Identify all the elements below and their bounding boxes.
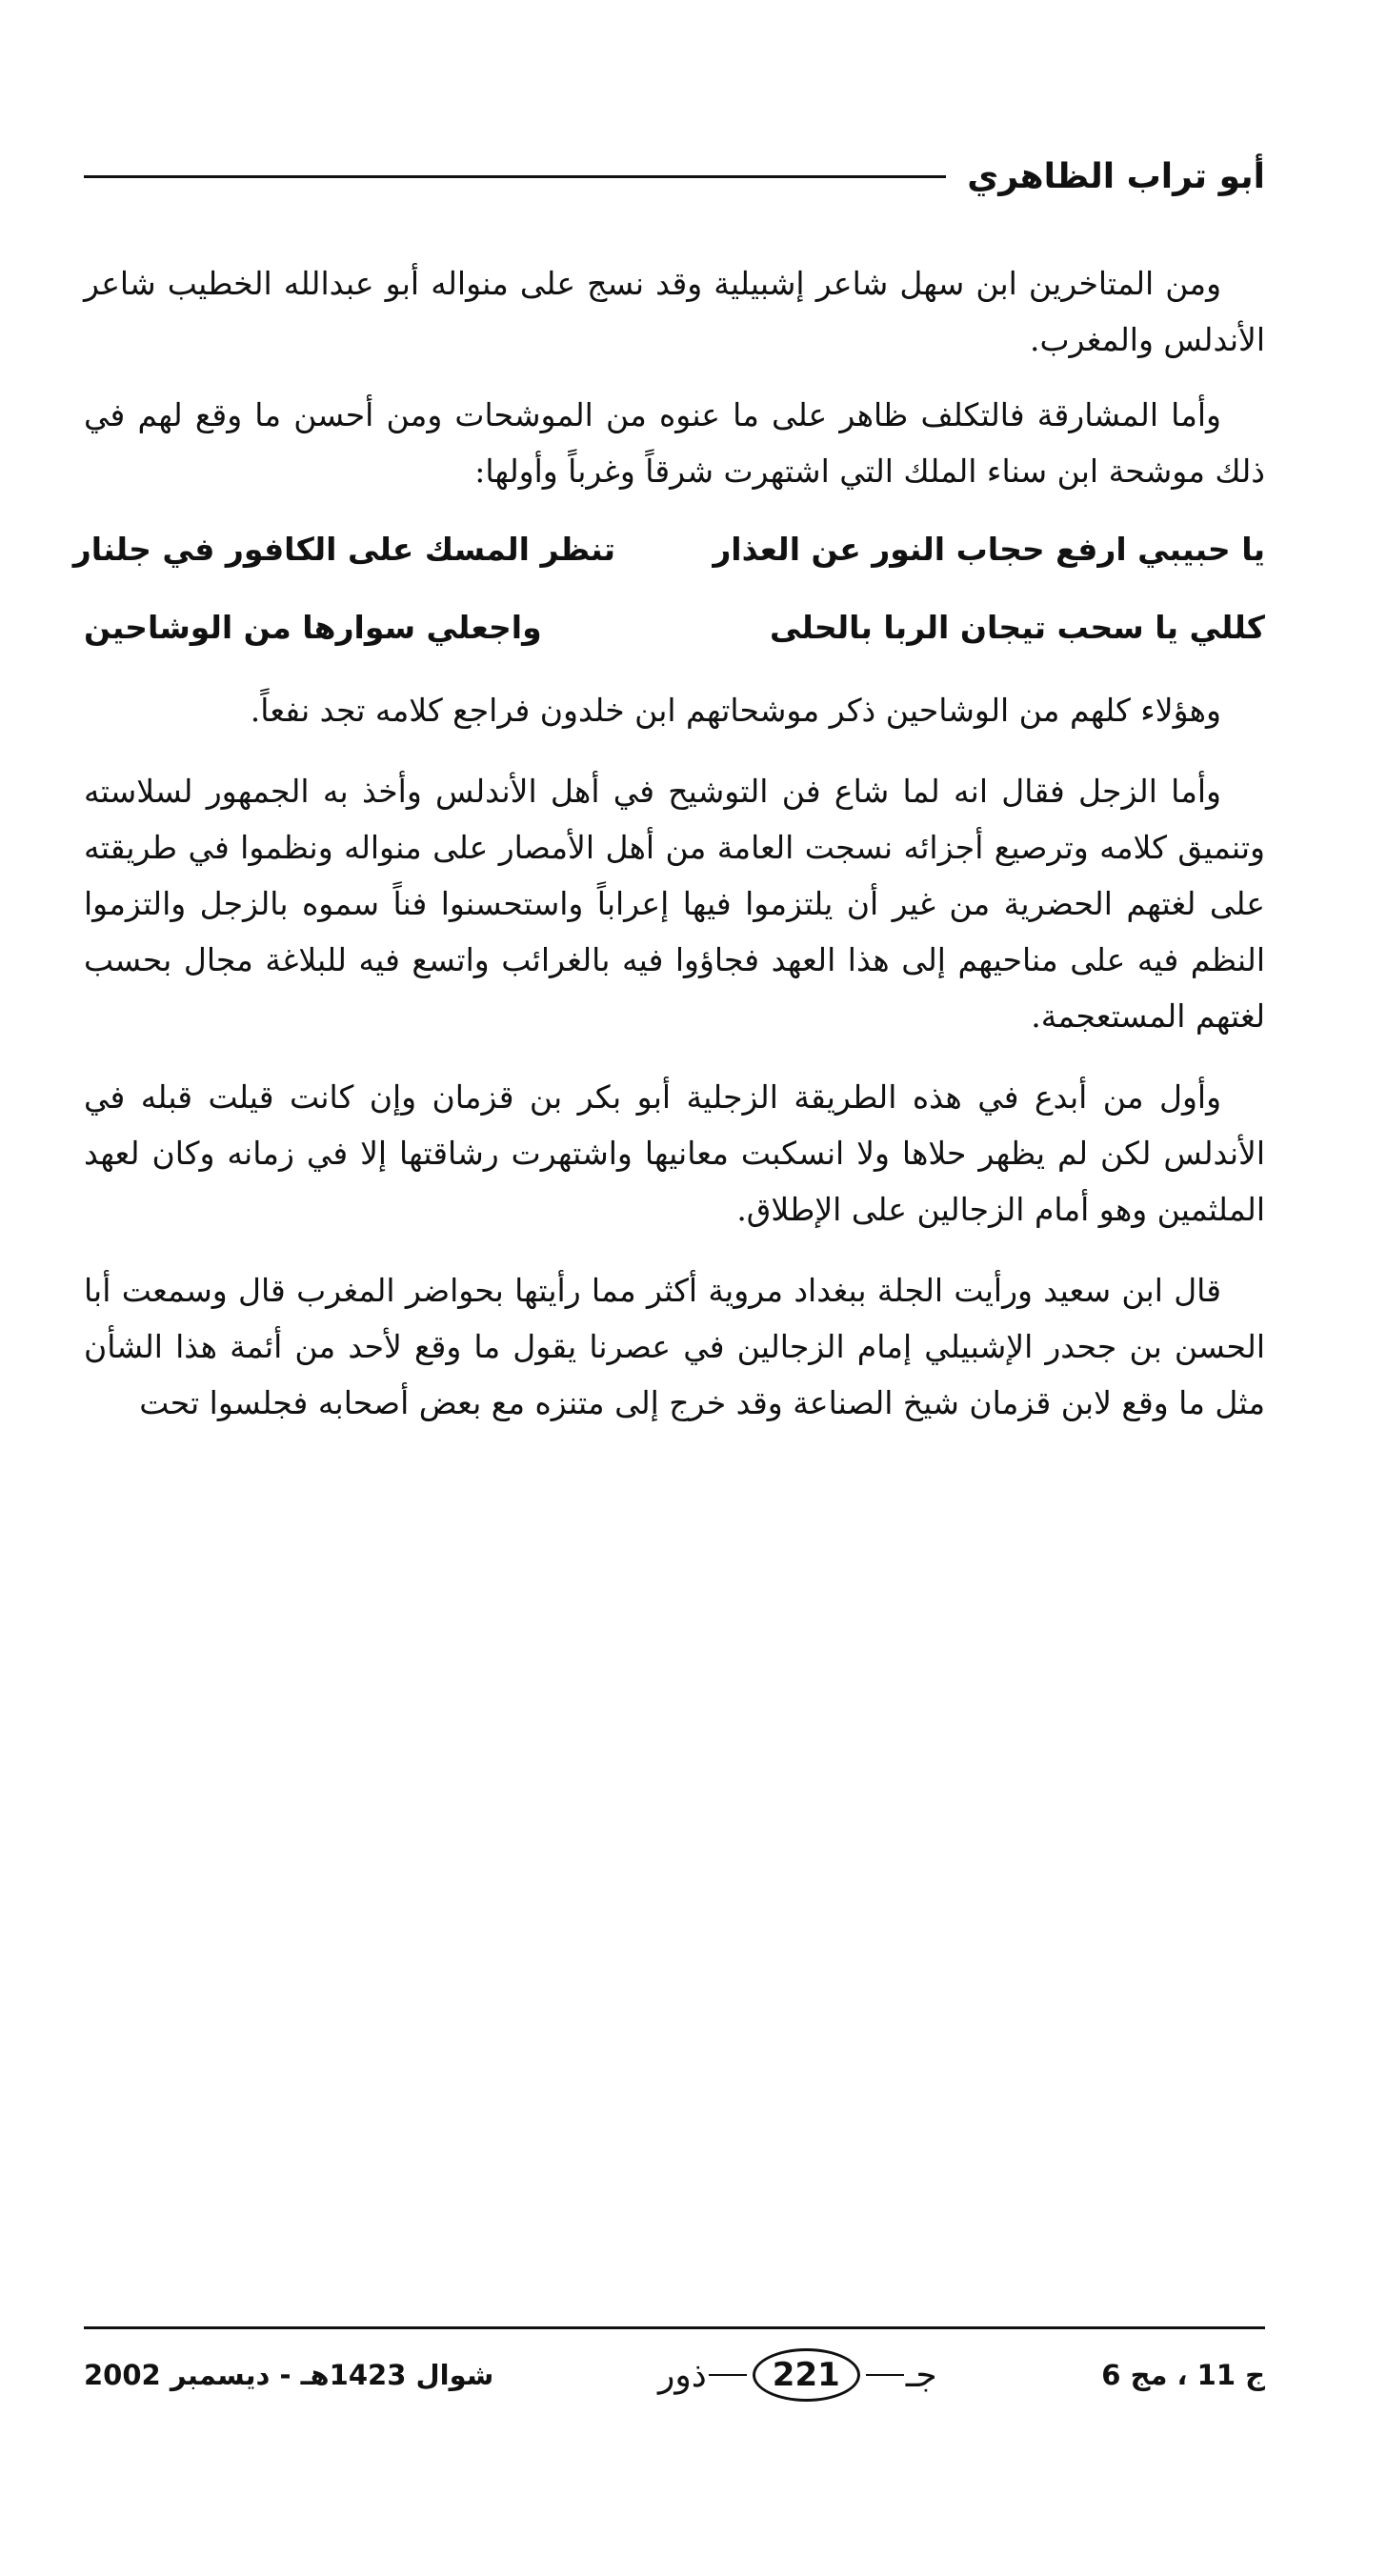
- magazine-mark: [658, 2348, 937, 2402]
- verse-first-hemistich: يا حبيبي ارفع حجاب النور عن العذار: [713, 531, 1265, 568]
- issue-date: شوال 1423هـ - ديسمبر 2002: [84, 2359, 494, 2391]
- header-rule: [84, 175, 946, 178]
- paragraph: وهؤلاء كلهم من الوشاحين ذكر موشحاتهم ابن خلدون فراجع كلامه تجد نفعاً.: [250, 692, 1221, 729]
- paragraph: وأما الزجل فقال انه لما شاع فن التوشيح في أهل الأندلس وأخذ به الجمهور لسلاسته وتنميق كلامه وترصيع أجزائه نسجت العامة من أهل الأمصار على منواله ونظموا في طريقته على لغتهم الحضرية من غير أن يلتزموا فيها إعراباً واستحسنوا فناً سموه بالزجل والتزموا النظم فيه على مناحيهم إلى هذا العهد فجاؤوا فيه بالغرائب واتسع فيه للبلاغة مجال بحسب لغتهم المستعجمة.: [84, 773, 1265, 1035]
- poem-verses: [72, 524, 1265, 654]
- issue-volume: ج 11 ، مج 6: [1101, 2359, 1265, 2391]
- running-header: [84, 143, 1265, 210]
- main-text: [72, 255, 1265, 1456]
- verse-second-hemistich: واجعلي سوارها من الوشاحين: [84, 609, 542, 646]
- paragraph: ومن المتاخرين ابن سهل شاعر إشبيلية وقد نسج على منواله أبو عبدالله الخطيب شاعر الأندلس والمغرب.: [84, 265, 1265, 358]
- verse-line: [72, 524, 1265, 575]
- paragraph: قال ابن سعيد ورأيت الجلة ببغداد مروية أكثر مما رأيتها بحواضر المغرب قال وسمعت أبا الحسن بن جحدر الإشبيلي إمام الزجالين في عصرنا يقول ما وقع لأحد من أئمة هذا الشأن مثل ما وقع لابن قزمان شيخ الصناعة وقد خرج إلى متنزه مع بعض أصحابه فجلسوا تحت: [84, 1272, 1265, 1421]
- paragraph: وأما المشارقة فالتكلف ظاهر على ما عنوه من الموشحات ومن أحسن ما وقع لهم في ذلك موشحة ابن سناء الملك التي اشتهرت شرقاً وغرباً وأولها:: [84, 396, 1265, 490]
- connector-stroke: [866, 2374, 904, 2376]
- verse-first-hemistich: كللي يا سحب تيجان الربا بالحلى: [770, 609, 1265, 646]
- running-title: أبو تراب الظاهري: [967, 156, 1265, 196]
- page-number: 221: [753, 2348, 860, 2402]
- paragraph: وأول من أبدع في هذه الطريقة الزجلية أبو بكر بن قزمان وإن كانت قيلت قبله في الأندلس لكن لم يظهر حلاها ولا انسكبت معانيها واشتهرت رشاقتها إلا في زمانه وكان لعهد الملثمين وهو أمام الزجالين على الإطلاق.: [84, 1078, 1265, 1228]
- magazine-name-end: ذور: [657, 2355, 707, 2395]
- page-footer: [84, 2342, 1265, 2408]
- verse-second-hemistich: تنظر المسك على الكافور في جلنار: [72, 531, 615, 568]
- verse-line: [84, 602, 1265, 654]
- footer-rule: [84, 2326, 1265, 2329]
- magazine-name-start: جـ: [905, 2355, 937, 2395]
- connector-stroke: [709, 2374, 747, 2376]
